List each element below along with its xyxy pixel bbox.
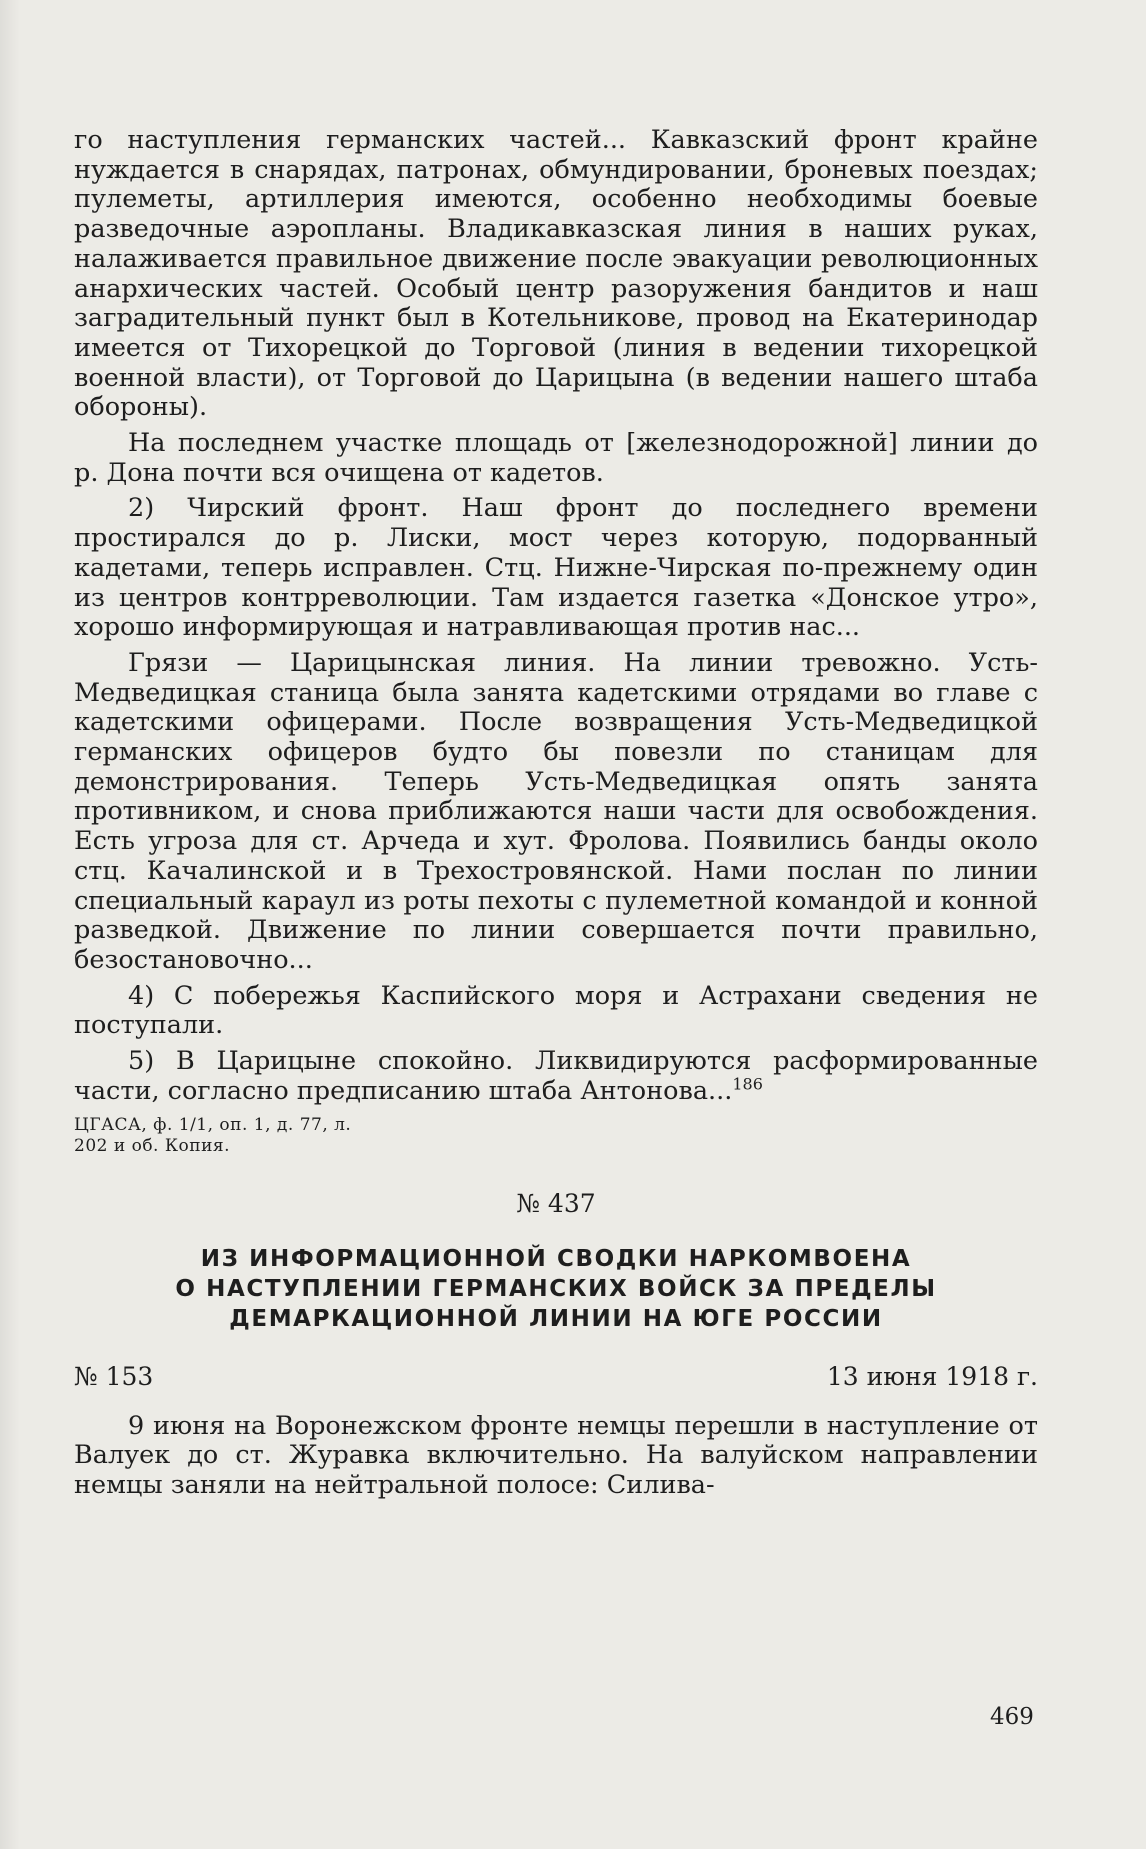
archive-source-line-1: ЦГАСА, ф. 1/1, оп. 1, д. 77, л. [74, 1114, 352, 1135]
paragraph-3: 2) Чирский фронт. Наш фронт до последнего времени простирался до р. Лиски, мост через которую, подорванный кадетами, теперь исправлен. Стц. Нижне-Чирская по-прежнему один из центров контрреволюции. Там издается газетка «Донское утро», хорошо информирующая и натравливающая против нас... [74, 493, 1038, 643]
archive-source [74, 1115, 1038, 1157]
document-number: № 437 [516, 1188, 596, 1218]
document-title [74, 1244, 1038, 1334]
title-line-2: О НАСТУПЛЕНИИ ГЕРМАНСКИХ ВОЙСК ЗА ПРЕДЕЛЫ [175, 1275, 937, 1302]
paragraph-2: На последнем участке площадь от [железнодорожной] линии до р. Дона почти вся очищена от кадетов. [74, 428, 1038, 488]
paragraph-6 [74, 1047, 1038, 1106]
report-meta [74, 1362, 1038, 1392]
title-line-3: ДЕМАРКАЦИОННОЙ ЛИНИИ НА ЮГЕ РОССИИ [229, 1305, 883, 1332]
paragraph-4: Грязи — Царицынская линия. На линии тревожно. Усть-Медведицкая станица была занята кадетскими отрядами во главе с кадетскими офицерами. После возвращения Усть-Медведицкой германских офицеров будто бы повезли по станицам для демонстрирования. Теперь Усть-Медведицкая опять занята противником, и снова приближаются наши части для освобождения. Есть угроза для ст. Арчеда и хут. Фролова. Появились банды около стц. Качалинской и в Трехостровянской. Нами послан по линии специальный караул из роты пехоты с пулеметной командой и конной разведкой. Движение по линии совершается почти правильно, безостановочно... [74, 647, 1038, 975]
paragraph-5: 4) С побережья Каспийского моря и Астрахани сведения не поступали. [74, 980, 1038, 1041]
page-number: 469 [990, 1704, 1034, 1730]
page-edge-shadow [0, 0, 20, 1849]
paragraph-bottom: 9 июня на Воронежском фронте немцы перешли в наступление от Валуек до ст. Журавка включительно. На валуйском направлении немцы заняли на нейтральной полосе: Силива- [74, 1410, 1038, 1500]
report-number: № 153 [74, 1361, 154, 1391]
title-line-1: ИЗ ИНФОРМАЦИОННОЙ СВОДКИ НАРКОМВОЕНА [200, 1245, 912, 1272]
footnote-mark: 186 [732, 1074, 763, 1094]
archive-source-line-2: 202 и об. Копия. [74, 1135, 231, 1156]
paragraph-1: го наступления германских частей... Кавказский фронт крайне нуждается в снарядах, патронах, обмундировании, броневых поездах; пулеметы, артиллерия имеются, особенно необходимы боевые разведочные аэропланы. Владикавказская линия в наших руках, налаживается правильное движение после эвакуации революционных анархических частей. Особый центр разоружения бандитов и наш заградительный пункт был в Котельникове, провод на Екатеринодар имеется от Тихорецкой до Торговой (линия в ведении тихорецкой военной власти), от Торговой до Царицына (в ведении нашего штаба обороны). [74, 125, 1038, 423]
document-page [74, 126, 1038, 1507]
paragraph-6-text: 5) В Царицыне спокойно. Ликвидируются расформированные части, согласно предписанию штаба Антонова... [74, 1046, 1038, 1106]
report-date: 13 июня 1918 г. [826, 1361, 1038, 1391]
